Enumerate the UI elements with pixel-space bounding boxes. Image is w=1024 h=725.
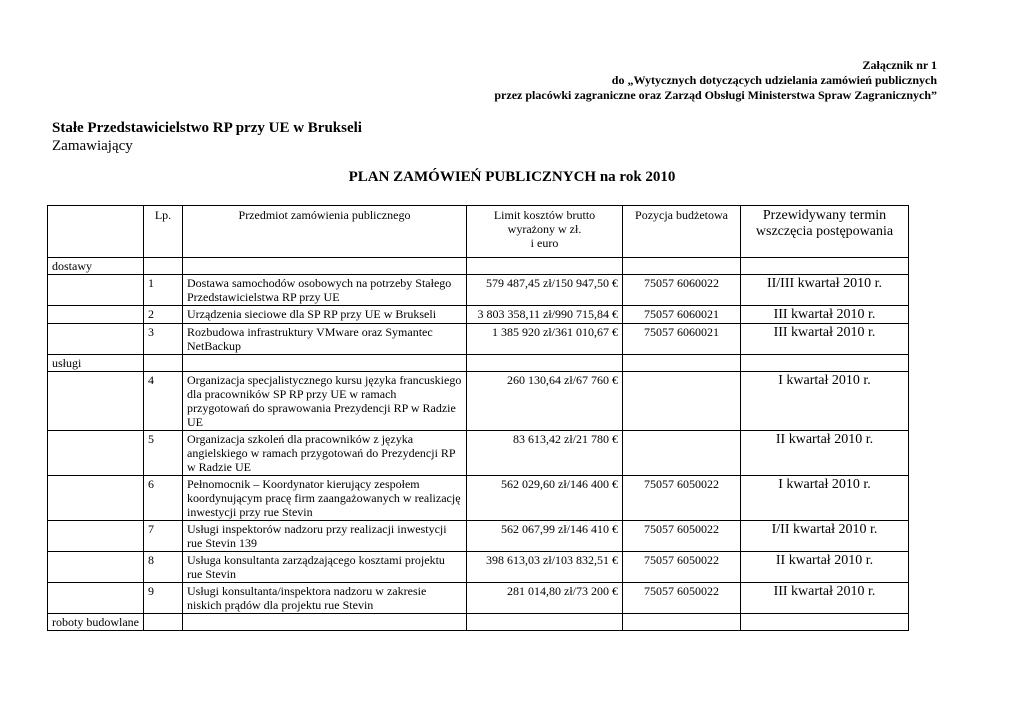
row-budget: 75057 6060021 <box>623 306 741 324</box>
annex-reference: do „Wytycznych dotyczących udzielania zamówień publicznych <box>611 73 937 87</box>
annex-reference-cont: przez placówki zagraniczne oraz Zarząd Obsługi Ministerstwa Spraw Zagranicznych” <box>494 88 937 102</box>
row-lp: 2 <box>144 306 183 324</box>
row-subject: Usługi konsultanta/inspektora nadzoru w zakresie niskich prądów dla projektu rue Stevin <box>183 583 467 614</box>
row-subject: Usługa konsultanta zarządzającego kosztami projektu rue Stevin <box>183 552 467 583</box>
row-budget <box>623 431 741 476</box>
table-row <box>48 275 909 306</box>
row-budget: 75057 6060021 <box>623 324 741 355</box>
row-lp: 7 <box>144 521 183 552</box>
row-subject: Dostawa samochodów osobowych na potrzeby Stałego Przedstawicielstwa RP przy UE <box>183 275 467 306</box>
category-row-services <box>48 355 909 372</box>
header-limit-line3: i euro <box>530 236 559 250</box>
category-label: roboty budowlane <box>48 614 144 631</box>
row-lp: 3 <box>144 324 183 355</box>
table-header-row <box>48 206 909 258</box>
row-term: III kwartał 2010 r. <box>741 306 909 324</box>
row-subject: Organizacja szkoleń dla pracowników z języka angielskiego w ramach przygotowań do Prezydencji RP w Radzie UE <box>183 431 467 476</box>
row-lp: 8 <box>144 552 183 583</box>
row-budget <box>623 372 741 431</box>
document-title: PLAN ZAMÓWIEŃ PUBLICZNYCH na rok 2010 <box>348 169 676 185</box>
header-limit <box>467 206 623 258</box>
annex-number: Załącznik nr 1 <box>862 58 937 72</box>
row-lp: 4 <box>144 372 183 431</box>
row-lp: 9 <box>144 583 183 614</box>
row-term: I/II kwartał 2010 r. <box>741 521 909 552</box>
row-limit: 260 130,64 zł/67 760 € <box>467 372 623 431</box>
row-budget: 75057 6050022 <box>623 476 741 521</box>
row-term: II kwartał 2010 r. <box>741 431 909 476</box>
table-row <box>48 324 909 355</box>
category-label: dostawy <box>48 258 144 275</box>
row-subject: Urządzenia sieciowe dla SP RP przy UE w Brukseli <box>183 306 467 324</box>
row-term: III kwartał 2010 r. <box>741 324 909 355</box>
category-row-works <box>48 614 909 631</box>
row-limit: 3 803 358,11 zł/990 715,84 € <box>467 306 623 324</box>
row-limit: 562 067,99 zł/146 410 € <box>467 521 623 552</box>
row-limit: 579 487,45 zł/150 947,50 € <box>467 275 623 306</box>
row-budget: 75057 6050022 <box>623 521 741 552</box>
header-lp: Lp. <box>144 206 183 258</box>
row-lp: 6 <box>144 476 183 521</box>
row-subject: Rozbudowa infrastruktury VMware oraz Symantec NetBackup <box>183 324 467 355</box>
header-category <box>48 206 144 258</box>
row-lp: 5 <box>144 431 183 476</box>
contracting-authority <box>52 119 362 155</box>
row-limit: 398 613,03 zł/103 832,51 € <box>467 552 623 583</box>
category-label: usługi <box>48 355 144 372</box>
header-budget: Pozycja budżetowa <box>623 206 741 258</box>
header-term: Przewidywany termin wszczęcia postępowania <box>741 206 909 258</box>
header-subject: Przedmiot zamówienia publicznego <box>183 206 467 258</box>
table-row <box>48 431 909 476</box>
row-limit: 562 029,60 zł/146 400 € <box>467 476 623 521</box>
header-limit-line1: Limit kosztów brutto <box>493 208 596 222</box>
table-row <box>48 552 909 583</box>
row-subject: Pełnomocnik – Koordynator kierujący zespołem koordynującym pracę firm zaangażowanych w realizację inwestycji przy rue Stevin <box>183 476 467 521</box>
row-term: I kwartał 2010 r. <box>741 372 909 431</box>
row-subject: Usługi inspektorów nadzoru przy realizacji inwestycji rue Stevin 139 <box>183 521 467 552</box>
row-limit: 1 385 920 zł/361 010,67 € <box>467 324 623 355</box>
table-row <box>48 583 909 614</box>
row-budget: 75057 6050022 <box>623 583 741 614</box>
row-limit: 83 613,42 zł/21 780 € <box>467 431 623 476</box>
row-term: II/III kwartał 2010 r. <box>741 275 909 306</box>
organization-role: Zamawiający <box>52 138 133 154</box>
procurement-plan-table <box>47 205 909 631</box>
header-limit-line2: wyrażony w zł. <box>507 222 582 236</box>
row-lp: 1 <box>144 275 183 306</box>
row-term: II kwartał 2010 r. <box>741 552 909 583</box>
table-row <box>48 476 909 521</box>
annex-note <box>494 58 937 103</box>
row-limit: 281 014,80 zł/73 200 € <box>467 583 623 614</box>
category-row-supplies <box>48 258 909 275</box>
table-row <box>48 306 909 324</box>
row-term: I kwartał 2010 r. <box>741 476 909 521</box>
row-budget: 75057 6060022 <box>623 275 741 306</box>
row-term: III kwartał 2010 r. <box>741 583 909 614</box>
table-row <box>48 372 909 431</box>
table-row <box>48 521 909 552</box>
organization-name: Stałe Przedstawicielstwo RP przy UE w Brukseli <box>52 120 362 136</box>
row-subject: Organizacja specjalistycznego kursu języka francuskiego dla pracowników SP RP przy UE w ramach przygotowań do sprawowania Prezydencji RP w Radzie UE <box>183 372 467 431</box>
row-budget: 75057 6050022 <box>623 552 741 583</box>
